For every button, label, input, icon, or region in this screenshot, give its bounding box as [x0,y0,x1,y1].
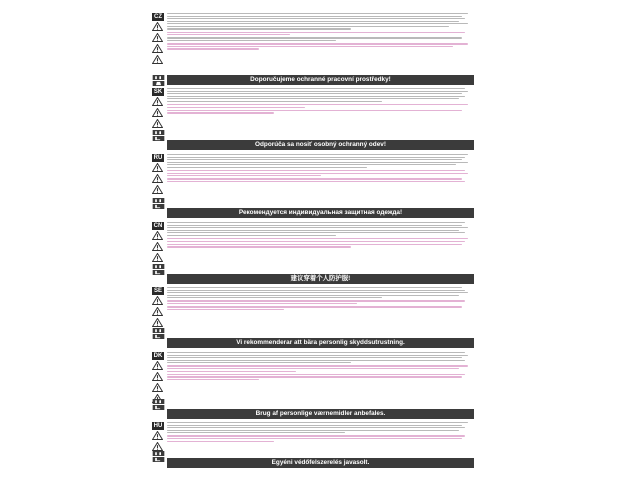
warning-triangle-icon [152,44,163,53]
warning-triangle-icon [152,55,163,64]
ppe-banner: 建议穿着个人防护服! [167,274,474,284]
warning-triangle-icon [152,174,163,183]
warning-icons [152,296,164,329]
warning-triangle-icon [152,97,163,106]
section-body-text [167,352,474,382]
language-tag: CZ [154,14,162,20]
safety-boots-icon [152,270,165,275]
gloves-icon [152,451,165,456]
warning-triangle-icon [152,442,163,451]
ppe-banner: Brug af personlige værnemidler anbefales. [167,409,474,419]
ppe-banner: Egyéni védőfelszerelés javasolt. [167,458,474,468]
warning-triangle-icon [152,296,163,305]
gloves-icon [152,264,165,269]
language-tag: HU [153,423,163,429]
language-tag: RU [153,155,163,161]
section-hu [152,422,474,458]
section-cz [152,13,474,83]
warning-triangle-icon [152,361,163,370]
ppe-banner: Doporučujeme ochranné pracovní prostředky! [167,75,474,85]
warning-icons [152,231,164,264]
warning-triangle-icon [152,307,163,316]
section-body-text [167,13,474,51]
section-cn [152,222,474,270]
warning-triangle-icon [152,163,163,172]
warning-triangle-icon [152,108,163,117]
warning-triangle-icon [152,253,163,262]
gloves-icon [152,399,165,404]
ppe-icons [152,75,166,86]
protective-suit-icon [152,81,165,86]
safety-instructions-sheet [152,13,474,469]
language-tag: SE [153,288,162,294]
section-body-text [167,88,474,115]
ppe-banner: Рекомендуется индивидуальная защитная одежда! [167,208,474,218]
safety-boots-icon [152,334,165,339]
section-dk [152,352,474,404]
safety-boots-icon [152,457,165,462]
section-body-text [167,422,474,443]
language-tag: SK [153,89,163,95]
section-se [152,287,474,331]
warning-triangle-icon [152,22,163,31]
safety-boots-icon [152,405,165,410]
warning-triangle-icon [152,242,163,251]
warning-icons [152,431,164,453]
warning-triangle-icon [152,383,163,392]
warning-icons [152,163,164,196]
warning-triangle-icon [152,33,163,42]
language-tag: CN [153,223,163,229]
gloves-icon [152,130,165,135]
ppe-banner: Odporúča sa nosiť osobný ochranný odev! [167,140,474,150]
gloves-icon [152,75,165,80]
warning-triangle-icon [152,185,163,194]
safety-boots-icon [152,204,165,209]
warning-triangle-icon [152,372,163,381]
section-ru [152,154,474,204]
section-body-text [167,287,474,311]
ppe-icons [152,328,166,339]
ppe-banner: Vi rekommenderar att bära personlig skyddsutrustning. [167,338,474,348]
warning-triangle-icon [152,231,163,240]
language-tag: DK [153,353,163,359]
warning-icons [152,22,164,66]
ppe-icons [152,399,166,410]
gloves-icon [152,198,165,203]
safety-boots-icon [152,136,165,141]
warning-triangle-icon [152,119,163,128]
ppe-icons [152,451,166,462]
warning-triangle-icon [152,318,163,327]
warning-icons [152,97,164,130]
section-body-text [167,222,474,249]
section-sk [152,88,474,140]
ppe-icons [152,198,166,209]
ppe-icons [152,130,166,141]
section-body-text [167,154,474,184]
gloves-icon [152,328,165,333]
ppe-icons [152,264,166,275]
warning-triangle-icon [152,431,163,440]
